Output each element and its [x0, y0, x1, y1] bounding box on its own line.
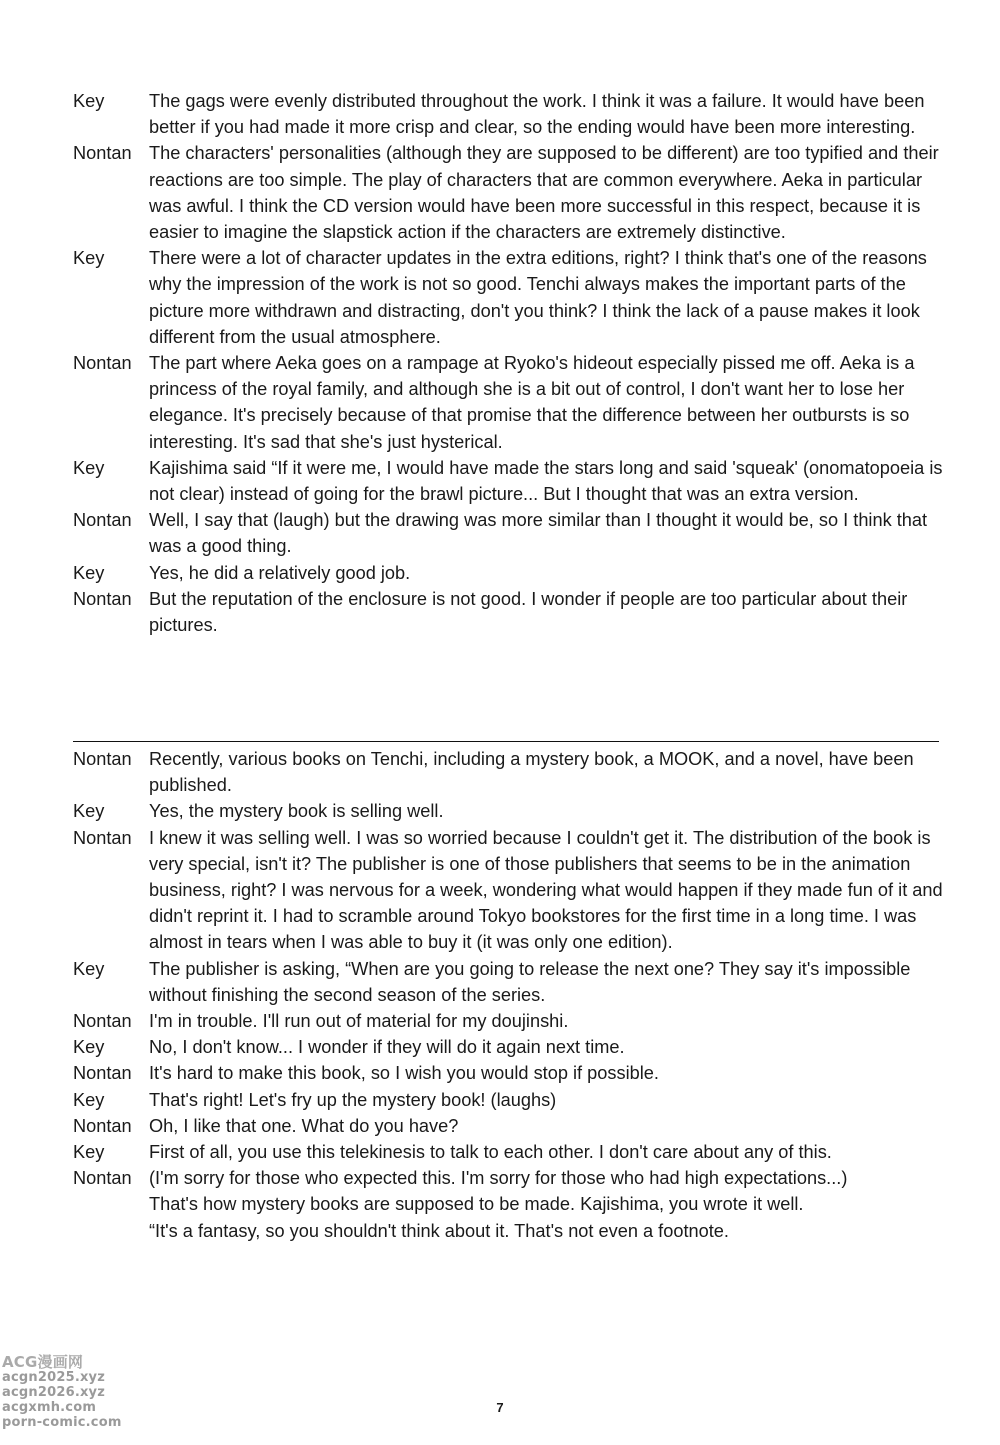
site-watermark — [2, 1355, 130, 1430]
speaker-name: Key — [73, 958, 105, 979]
dialogue-text: Yes, the mystery book is selling well. — [149, 801, 444, 822]
dialogue-text: I'm in trouble. I'll run out of material for my doujinshi. — [149, 1011, 569, 1032]
speaker-name: Nontan — [73, 749, 132, 769]
dialogue-text: The gags were evenly distributed throughout the work. I think it was a failure. It would have been better if you had made it more crisp and clear, so the ending would have been more interesting. — [149, 91, 925, 138]
dialogue-line — [73, 1008, 953, 1034]
watermark-line: ACG漫画网 — [2, 1353, 84, 1371]
dialogue-text: The part where Aeka goes on a rampage at Ryoko's hideout especially pissed me off. Aeka is a princess of the royal family, and although she is a bit out of control, I don't want her to lose her elegance. It's precisely because of that promise that the difference between her outbursts is so interesting. It's sad that she's just hysterical. — [149, 353, 915, 452]
speaker-name — [73, 1218, 149, 1244]
dialogue-text: That's right! Let's fry up the mystery book! (laughs) — [149, 1089, 557, 1110]
dialogue-line — [73, 560, 953, 586]
dialogue-text: That's how mystery books are supposed to be made. Kajishima, you wrote it well. — [149, 1194, 804, 1215]
dialogue-text: (I'm sorry for those who expected this. I'm sorry for those who had high expectations...) — [149, 1168, 848, 1189]
speaker-name: Key — [73, 91, 105, 111]
speaker-name: Nontan — [73, 1115, 132, 1136]
section-divider — [73, 741, 939, 742]
speaker-name: Key — [73, 1037, 105, 1058]
dialogue-line — [73, 88, 953, 140]
dialogue-text: It's hard to make this book, so I wish you would stop if possible. — [149, 1063, 659, 1084]
dialogue-line — [73, 1113, 953, 1139]
speaker-name: Nontan — [73, 143, 132, 164]
speaker-name: Key — [73, 801, 105, 822]
speaker-name: Key — [73, 457, 105, 478]
watermark-line: porn-comic.com — [2, 1415, 122, 1430]
speaker-name: Key — [73, 562, 105, 583]
speaker-name: Nontan — [73, 1011, 132, 1032]
dialogue-line — [73, 1087, 953, 1113]
dialogue-line — [73, 825, 953, 956]
dialogue-line — [73, 1034, 953, 1060]
watermark-line: acgn2025.xyz — [2, 1370, 105, 1385]
dialogue-line — [73, 586, 953, 638]
dialogue-text: Recently, various books on Tenchi, including a mystery book, a MOOK, and a novel, have been published. — [149, 749, 914, 796]
dialogue-text: No, I don't know... I wonder if they will do it again next time. — [149, 1037, 625, 1058]
speaker-name: Key — [73, 1089, 105, 1110]
speaker-name: Nontan — [73, 1168, 132, 1189]
speaker-name: Key — [73, 1142, 105, 1163]
dialogue-text: Yes, he did a relatively good job. — [149, 562, 411, 583]
dialogue-continuation — [73, 1191, 953, 1217]
dialogue-line — [73, 455, 953, 507]
page-number: 7 — [496, 1400, 504, 1415]
dialogue-line — [73, 1060, 953, 1086]
dialogue-text: The characters' personalities (although they are supposed to be different) are too typified and their reactions are too simple. The play of characters that are common everywhere. Aeka in particular was awful. I think the CD version would have been more successful in this respect, because it is easier to imagine the slapstick action if the characters are extremely distinctive. — [149, 143, 939, 243]
dialogue-block-2 — [73, 746, 953, 1244]
dialogue-line — [73, 798, 953, 824]
speaker-name: Nontan — [73, 827, 132, 848]
dialogue-text: Well, I say that (laugh) but the drawing was more similar than I thought it would be, so I think that was a good thing. — [149, 510, 928, 557]
dialogue-text: Oh, I like that one. What do you have? — [149, 1115, 459, 1136]
watermark-line: acgn2026.xyz — [2, 1385, 105, 1400]
speaker-name: Nontan — [73, 510, 132, 531]
dialogue-line — [73, 507, 953, 559]
dialogue-line — [73, 746, 953, 798]
dialogue-text: “It's a fantasy, so you shouldn't think about it. That's not even a footnote. — [149, 1220, 729, 1241]
dialogue-line — [73, 956, 953, 1008]
speaker-name: Nontan — [73, 1063, 132, 1084]
dialogue-text: Kajishima said “If it were me, I would have made the stars long and said 'squeak' (onomatopoeia is not clear) instead of going for the brawl picture... But I thought that was an extra version. — [149, 457, 943, 505]
speaker-name: Key — [73, 248, 105, 269]
dialogue-continuation — [73, 1218, 953, 1244]
dialogue-line — [73, 1165, 953, 1191]
dialogue-text: There were a lot of character updates in the extra editions, right? I think that's one of the reasons why the impression of the work is not so good. Tenchi always makes the important parts of the picture more withdrawn and distracting, don't you think? I think the lack of a pause makes it look different from the usual atmosphere. — [149, 248, 927, 347]
speaker-name: Nontan — [73, 353, 132, 374]
dialogue-text: I knew it was selling well. I was so worried because I couldn't get it. The distribution of the book is very special, isn't it? The publisher is one of those publishers that seems to be in the animation business, right? I was nervous for a week, wondering what would happen if they made fun of it and didn't reprint it. I had to scramble around Tokyo bookstores for the first time in a long time. I was almost in tears when I was able to buy it (it was only one edition). — [149, 827, 943, 953]
dialogue-line — [73, 350, 953, 455]
dialogue-line — [73, 1139, 953, 1165]
speaker-name — [73, 1191, 149, 1217]
dialogue-text: The publisher is asking, “When are you going to release the next one? They say it's impossible without finishing the second season of the series. — [149, 958, 911, 1005]
watermark-line: acgxmh.com — [2, 1400, 97, 1415]
dialogue-line — [73, 245, 953, 350]
dialogue-block-1 — [73, 88, 953, 638]
dialogue-text: First of all, you use this telekinesis to talk to each other. I don't care about any of this. — [149, 1142, 832, 1163]
speaker-name: Nontan — [73, 588, 132, 609]
dialogue-line — [73, 140, 953, 245]
dialogue-text: But the reputation of the enclosure is not good. I wonder if people are too particular about their pictures. — [149, 588, 908, 636]
